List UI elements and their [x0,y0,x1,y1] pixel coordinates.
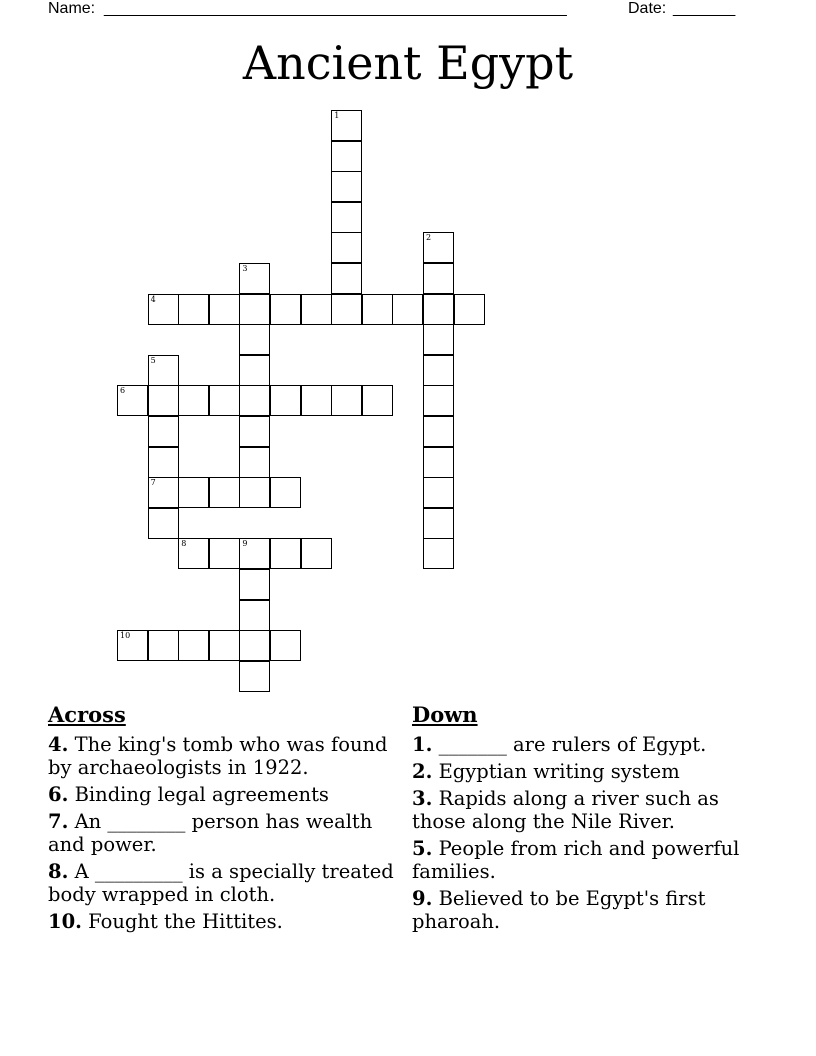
down-clues [412,701,772,937]
cell-number: 10 [120,631,131,641]
across-clue [48,733,398,779]
clue-text: Fought the Hittites. [88,910,283,933]
grid-cell[interactable] [239,385,270,416]
grid-cell[interactable] [423,263,454,294]
grid-cell[interactable] [148,477,179,508]
down-clue [412,787,772,833]
grid-cell[interactable] [362,385,393,416]
grid-cell[interactable] [239,477,270,508]
grid-cell[interactable] [454,294,485,325]
grid-cell[interactable] [239,538,270,569]
grid-cell[interactable] [239,416,270,447]
across-clue [48,910,398,933]
clue-number: 5. [412,837,433,860]
grid-cell[interactable] [331,202,362,233]
down-clue [412,887,772,933]
grid-cell[interactable] [423,508,454,539]
clue-text: The king's tomb who was found by archaeologists in 1922. [48,733,388,779]
clue-number: 2. [412,760,433,783]
clue-number: 3. [412,787,433,810]
cell-number: 8 [181,539,187,549]
cell-number: 4 [150,294,156,304]
grid-cell[interactable] [331,141,362,172]
grid-cell[interactable] [423,416,454,447]
cell-number: 2 [426,233,432,243]
clue-number: 8. [48,860,69,883]
grid-cell[interactable] [148,294,179,325]
grid-cell[interactable] [423,232,454,263]
cell-number: 7 [150,478,156,488]
grid-cell[interactable] [423,355,454,386]
grid-cell[interactable] [148,630,179,661]
clue-text: People from rich and powerful families. [412,837,740,883]
clue-text: An ________ person has wealth and power. [48,810,373,856]
grid-cell[interactable] [423,477,454,508]
clue-text: _______ are rulers of Egypt. [438,733,707,756]
cell-number: 3 [242,264,248,273]
grid-cell[interactable] [301,538,332,569]
across-clue [48,783,398,806]
across-clues [48,701,398,937]
grid-cell[interactable] [331,110,362,141]
date-label: Date: [628,0,667,17]
cell-number: 1 [334,111,340,120]
page-title: Ancient Egypt [242,36,574,90]
grid-cell[interactable] [392,294,423,325]
name-field-line[interactable]: ____________________________________________________ [104,0,567,17]
grid-cell[interactable] [178,294,209,325]
grid-cell[interactable] [239,294,270,325]
grid-cell[interactable] [331,232,362,263]
clue-number: 9. [412,887,433,910]
grid-cell[interactable] [239,661,270,692]
grid-cell[interactable] [239,263,270,294]
grid-cell[interactable] [239,569,270,600]
clue-number: 10. [48,910,82,933]
grid-cell[interactable] [239,355,270,386]
clue-number: 6. [48,783,69,806]
grid-cell[interactable] [423,447,454,478]
grid-cell[interactable] [209,294,240,325]
cell-number: 6 [120,386,126,396]
grid-cell[interactable] [209,630,240,661]
down-clue [412,837,772,883]
date-field-line[interactable]: _______ [673,0,736,17]
cell-number: 9 [242,539,248,549]
down-heading: Down [412,702,478,727]
grid-cell[interactable] [270,477,301,508]
across-heading: Across [48,702,126,727]
clue-text: Binding legal agreements [74,783,329,806]
grid-cell[interactable] [148,447,179,478]
grid-cell[interactable] [148,355,179,386]
grid-cell[interactable] [148,416,179,447]
cell-number: 5 [150,355,156,365]
clue-number: 1. [412,733,433,756]
grid-cell[interactable] [270,385,301,416]
grid-cell[interactable] [362,294,393,325]
grid-cell[interactable] [423,538,454,569]
grid-cell[interactable] [423,294,454,325]
grid-cell[interactable] [148,385,179,416]
grid-cell[interactable] [270,630,301,661]
down-clue [412,733,772,756]
clue-number: 4. [48,733,69,756]
grid-cell[interactable] [423,324,454,355]
grid-cell[interactable] [178,385,209,416]
grid-cell[interactable] [178,630,209,661]
grid-cell[interactable] [423,385,454,416]
grid-cell[interactable] [331,263,362,294]
grid-cell[interactable] [301,385,332,416]
grid-cell[interactable] [239,324,270,355]
grid-cell[interactable] [178,538,209,569]
clue-text: Rapids along a river such as those along the Nile River. [412,787,719,833]
grid-cell[interactable] [148,508,179,539]
grid-cell[interactable] [209,385,240,416]
grid-cell[interactable] [209,477,240,508]
grid-cell[interactable] [239,600,270,631]
across-clue [48,810,398,856]
clue-number: 7. [48,810,69,833]
grid-cell[interactable] [331,385,362,416]
grid-cell[interactable] [270,294,301,325]
grid-cell[interactable] [331,171,362,202]
across-clue [48,860,398,906]
grid-cell[interactable] [301,294,332,325]
grid-cell[interactable] [178,477,209,508]
grid-cell[interactable] [270,538,301,569]
grid-cell[interactable] [239,630,270,661]
clue-text: Believed to be Egypt's first pharoah. [412,887,706,933]
grid-cell[interactable] [209,538,240,569]
clue-text: Egyptian writing system [438,760,680,783]
down-clue [412,760,772,783]
name-label: Name: [48,0,96,17]
grid-cell[interactable] [117,385,148,416]
grid-cell[interactable] [117,630,148,661]
grid-cell[interactable] [331,294,362,325]
grid-cell[interactable] [239,447,270,478]
clue-text: A _________ is a specially treated body wrapped in cloth. [48,860,394,906]
